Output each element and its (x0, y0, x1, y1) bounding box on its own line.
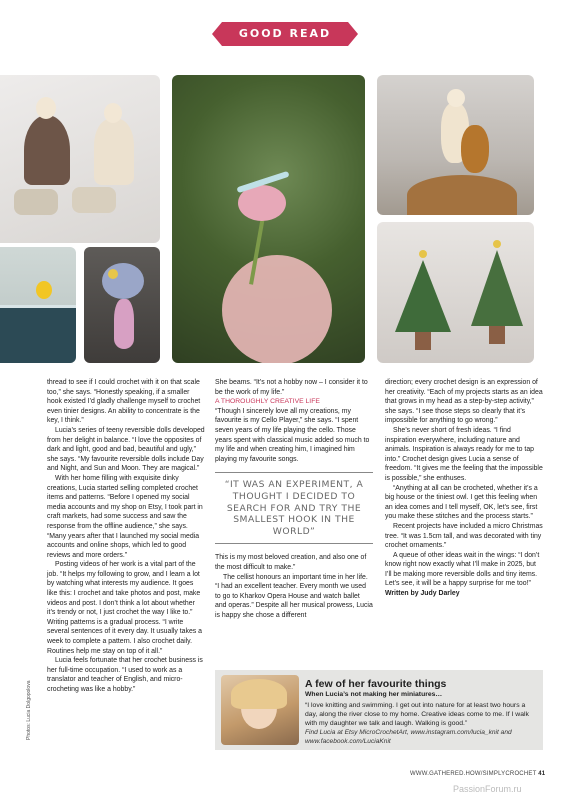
paragraph: “Though I sincerely love all my creations, my favourite is my Cello Player,” she says. “I spent seven years of my life playing the cello. Those years spent with classical music added so much to my life and when creating him, I imagined him playing my favourite songs. (215, 407, 370, 463)
photo-credit: Photos: Lucia Dolgopolova (26, 680, 32, 740)
byline: Written by Judy Darley (385, 590, 460, 598)
paragraph: Lucia feels fortunate that her crochet business is her full-time occupation. “I used to work as a translator and teacher of English, and micro-crocheting was like a hobby.” (47, 657, 203, 693)
box-links: Find Lucia at Etsy MicroCrochetArt, www.instagram.com/lucia_knit and www.facebook.com/LuciaKnit (305, 729, 512, 745)
text-column-2 (215, 378, 373, 620)
section-banner: GOOD READ (222, 22, 348, 46)
paragraph: “Anything at all can be crocheted, whether it’s a big house or the tiniest owl. I get this feeling when an idea comes and I tell myself, OK, let’s see, first you make these stitches and the process starts.” (385, 484, 538, 521)
portrait-photo (221, 675, 299, 745)
photo-cello-player (377, 75, 534, 215)
photo-dolls-with-prams (0, 75, 160, 243)
photo-flower-with-dragonfly (172, 75, 365, 363)
photo-christmas-trees (377, 222, 534, 363)
paragraph: The cellist honours an important time in her life. “I had an excellent teacher. Every month we used to go to Kharkov Opera House and watch ballet and operas.” Despite all her musical prowess, Lucia is happy she chose a different (215, 573, 373, 619)
footer-url: WWW.GATHERED.HOW/SIMPLYCROCHET (410, 771, 537, 777)
box-text: “I love knitting and swimming. I get out into nature for at least two hours a day, along the river close to my home. Creative ideas come to me. If I walk with my daughter we talk and laugh. Walking is good.” (305, 702, 529, 727)
paragraph: She beams. “It’s not a hobby now – I consider it to be the work of my life.” (215, 379, 368, 396)
section-subheading: A THOROUGHLY CREATIVE LIFE (215, 398, 320, 406)
box-title: A few of her favourite things (305, 678, 447, 690)
box-subtitle: When Lucia’s not making her miniatures… (305, 691, 443, 698)
paragraph: Posting videos of her work is a vital part of the job. “It helps my following to grow, and I learn a lot by watching what interests my audience. It goes like this: I crochet and take photos and post, make videos and post. I don’t think a lot about whether it’s trendy or not, I just crochet the way I like to.” Writing patterns is a gradual process. “I write several sentences of it every day. It usually takes a week to complete a pattern. I also crochet daily. Routines help me stay on top of it all.” (47, 561, 202, 655)
paragraph: Recent projects have included a micro Christmas tree. “It was 1.5cm tall, and was decorated with tiny crochet ornaments.” (385, 522, 543, 550)
paragraph: She’s never short of fresh ideas. “I find inspiration everywhere, including nature and animals. Inspiration is always ready for me to tap into.” Crochet design gives Lucia a sense of freedom. “It gives me the feeling that the impossible is possible,” she enthuses. (385, 426, 543, 482)
paragraph: Lucia’s series of teeny reversible dolls developed from her delight in balance. “I love the opposites of dark and light, good and bad, beautiful and ugly,” she says. “My favourite reversible dolls include Day and Night, and Sun and Moon. They are magical.” (47, 426, 205, 473)
photo-chick-on-ruler (0, 247, 76, 363)
paragraph: This is my most beloved creation, and also one of the most difficult to make.” (215, 554, 367, 571)
favourite-things-box (215, 670, 543, 750)
text-column-1 (47, 378, 205, 695)
footer (410, 771, 545, 777)
paragraph: A queue of other ideas wait in the wings: “I don’t know right now exactly what I’ll make in 2025, but I’ll be making more reversible dolls and tiny items. Let’s see, it will be a happy surprise for me too!” (385, 551, 540, 588)
paragraph: thread to see if I could crochet with it on that scale too,” she says. “Honestly speaking, if a smaller hook existed I’d gladly challenge myself to crochet even tinier designs. An ability to concentrate is the key, I think.” (47, 379, 201, 425)
paragraph: With her home filling with exquisite dinky creations, Lucia started selling completed crochet items and patterns. “Before I opened my social media accounts and my shop on Etsy, I took part in craft markets, had some success and saw the response from the offline audience,” she says. “Many years after that I launched my social media accounts and online shops, which led to good reviews and more orders.” (47, 474, 203, 559)
paragraph: direction; every crochet design is an expression of her creativity. “Each of my projects starts as an idea that grows in my head as a step-by-step activity,” she says. “I see those steps so clearly that it’s impossible for anything to go wrong.” (385, 379, 543, 425)
text-column-3 (385, 378, 543, 599)
page-number: 41 (538, 771, 546, 777)
watermark: PassionForum.ru (453, 784, 522, 794)
photo-flower-bouquet-doll (84, 247, 160, 363)
pull-quote: “IT WAS AN EXPERIMENT, A THOUGHT I DECIDED TO SEARCH FOR AND TRY THE SMALLEST HOOK IN THE WORLD” (215, 472, 373, 544)
